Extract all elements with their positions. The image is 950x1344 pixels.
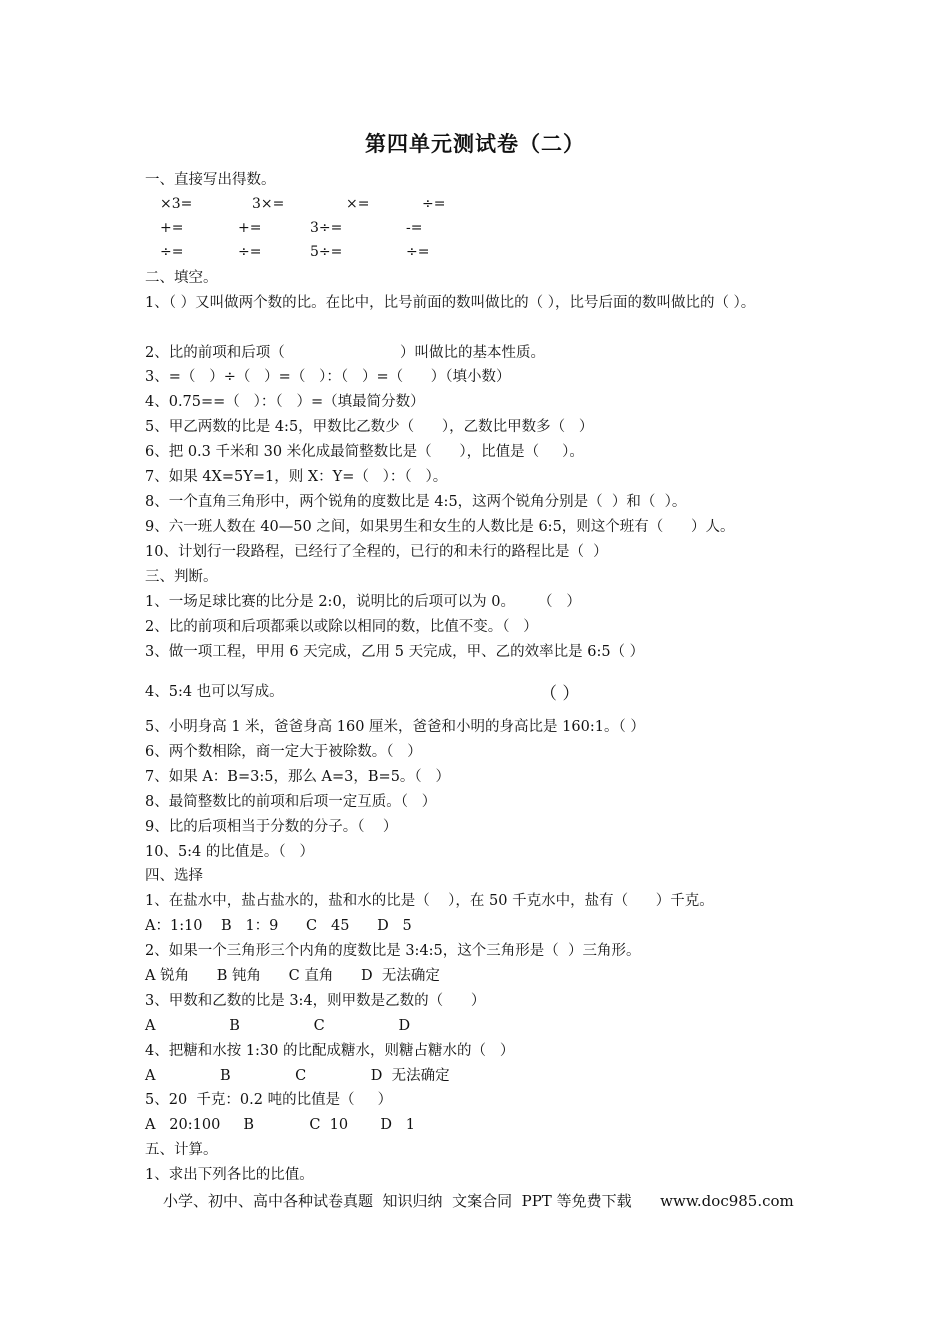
oral-item: 3÷= (310, 220, 343, 236)
oral-item: ÷= (160, 244, 184, 260)
choice-options-1: A：1:10 B 1：9 C 45 D 5 (145, 918, 412, 934)
fill-item-2: 2、比的前项和后项（ ）叫做比的基本性质。 (145, 345, 545, 361)
section-3-heading: 三、判断。 (145, 569, 218, 585)
judge-item-10: 10、5:4 的比值是。（ ） (145, 844, 314, 860)
choice-question-3: 3、甲数和乙数的比是 3:4，则甲数是乙数的（ ） (145, 993, 486, 1009)
judge-item-2: 2、比的前项和后项都乘以或除以相同的数，比值不变。（ ） (145, 619, 538, 635)
page-title: 第四单元测试卷（二） (365, 132, 585, 156)
page-footer: 小学、初中、高中各种试卷真题 知识归纳 文案合同 PPT 等免费下载 www.doc985.com (163, 1192, 794, 1210)
fill-item-3: 3、=（ ）÷（ ）=（ ）：（ ）=（ ）（填小数） (145, 369, 511, 385)
oral-item: ×= (346, 196, 370, 212)
oral-item: -= (406, 220, 423, 236)
judge-item-3: 3、做一项工程，甲用 6 天完成，乙用 5 天完成，甲、乙的效率比是 6:5（ ） (145, 644, 645, 660)
fill-item-4: 4、0.75==（ ）：（ ）=（填最简分数） (145, 394, 425, 410)
section-5-heading: 五、计算。 (145, 1142, 218, 1158)
fill-item-5: 5、甲乙两数的比是 4:5，甲数比乙数少（ ），乙数比甲数多（ ） (145, 419, 594, 435)
oral-item: ×3= (160, 196, 193, 212)
judge-item-6: 6、两个数相除，商一定大于被除数。（ ） (145, 744, 422, 760)
oral-item: 3×= (252, 196, 285, 212)
fill-item-6: 6、把 0.3 千米和 30 米化成最简整数比是（ ），比值是（ ）。 (145, 444, 584, 460)
judge-item-1: 1、一场足球比赛的比分是 2:0，说明比的后项可以为 0。 （ ） (145, 594, 581, 610)
calc-item-1: 1、求出下列各比的比值。 (145, 1167, 314, 1183)
judge-item-4: 4、5:4 也可以写成。 (145, 684, 284, 700)
choice-options-5: A 20:100 B C 10 D 1 (145, 1117, 416, 1133)
oral-item: += (238, 220, 262, 236)
judge-item-4-paren: （ ） (540, 684, 580, 704)
judge-item-9: 9、比的后项相当于分数的分子。（ ） (145, 819, 398, 835)
oral-item: 5÷= (310, 244, 343, 260)
judge-item-7: 7、如果 A：B=3:5，那么 A=3，B=5。（ ） (145, 769, 451, 785)
fill-item-9: 9、六一班人数在 40—50 之间，如果男生和女生的人数比是 6:5，则这个班有（ ）人。 (145, 519, 735, 535)
choice-question-1: 1、在盐水中，盐占盐水的，盐和水的比是（ ），在 50 千克水中，盐有（ ）千克。 (145, 893, 714, 909)
oral-item: += (160, 220, 184, 236)
oral-item: ÷= (422, 196, 446, 212)
judge-item-5: 5、小明身高 1 米，爸爸身高 160 厘米，爸爸和小明的身高比是 160:1。（ ） (145, 719, 645, 735)
section-1-heading: 一、直接写出得数。 (145, 172, 276, 188)
fill-item-10: 10、计划行一段路程，已经行了全程的，已行的和未行的路程比是（ ） (145, 544, 608, 560)
fill-item-1: 1、（ ）又叫做两个数的比。在比中，比号前面的数叫做比的（ ），比号后面的数叫做比的（ ）。 (145, 295, 756, 311)
oral-item: ÷= (238, 244, 262, 260)
fill-item-7: 7、如果 4X=5Y=1，则 X：Y=（ ）：（ ）。 (145, 469, 448, 485)
choice-options-4: A B C D 无法确定 (145, 1068, 450, 1084)
section-2-heading: 二、填空。 (145, 270, 218, 286)
section-4-heading: 四、选择 (145, 868, 203, 884)
choice-options-2: A 锐角 B 钝角 C 直角 D 无法确定 (145, 968, 440, 984)
choice-options-3: A B C D (145, 1018, 411, 1034)
fill-item-8: 8、一个直角三角形中，两个锐角的度数比是 4:5，这两个锐角分别是（ ）和（ ）。 (145, 494, 687, 510)
choice-question-2: 2、如果一个三角形三个内角的度数比是 3:4:5，这个三角形是（ ）三角形。 (145, 943, 641, 959)
choice-question-4: 4、把糖和水按 1:30 的比配成糖水，则糖占糖水的（ ） (145, 1043, 515, 1059)
judge-item-8: 8、最简整数比的前项和后项一定互质。（ ） (145, 794, 437, 810)
oral-item: ÷= (406, 244, 430, 260)
choice-question-5: 5、20 千克：0.2 吨的比值是（ ） (145, 1092, 393, 1108)
